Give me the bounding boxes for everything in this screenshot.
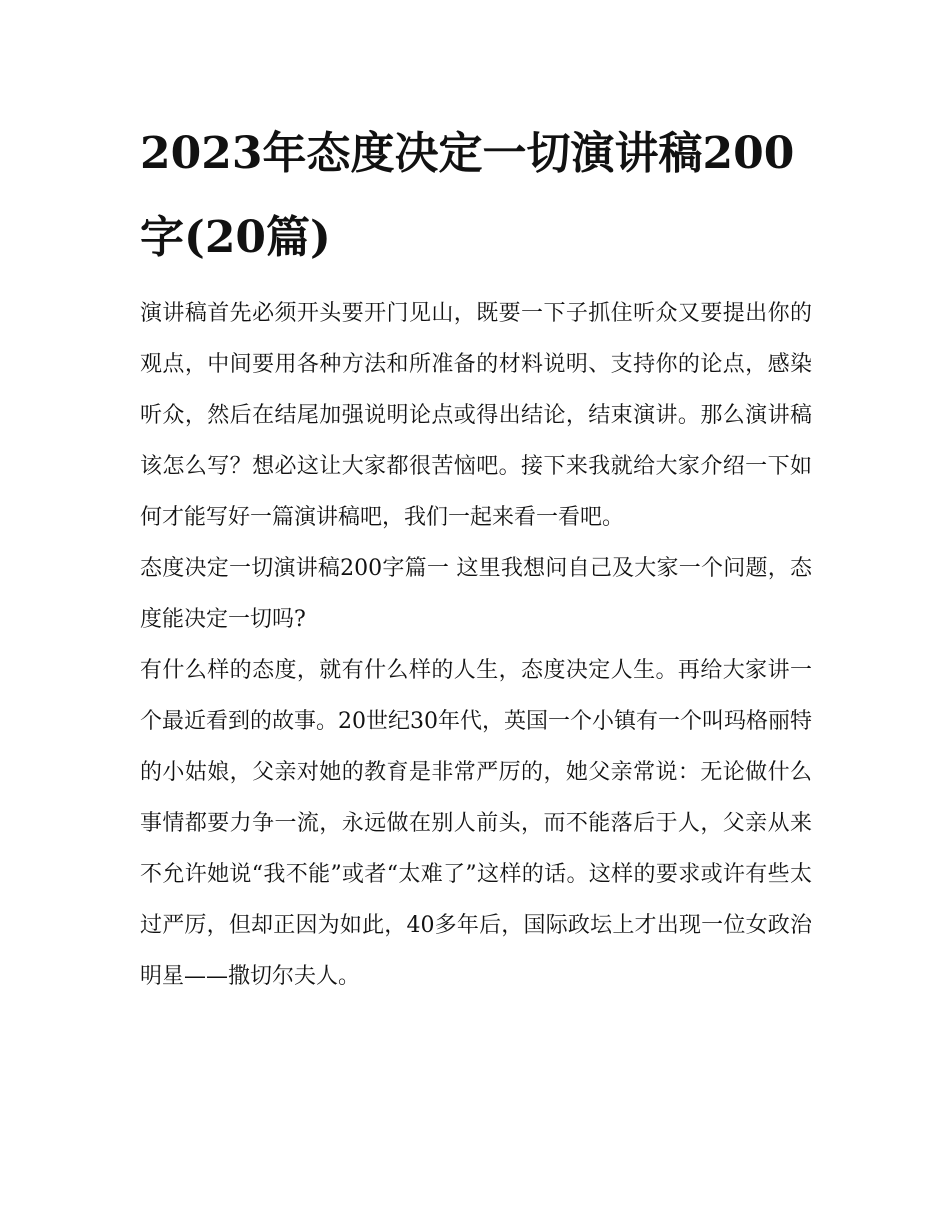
intro-paragraph: 演讲稿首先必须开头要开门见山，既要一下子抓住听众又要提出你的观点，中间要用各种方法和所准备的材料说明、支持你的论点，感染听众，然后在结尾加强说明论点或得出结论，结束演讲。那么演讲稿该怎么写？想必这让大家都很苦恼吧。接下来我就给大家介绍一下如何才能写好一篇演讲稿吧，我们一起来看一看吧。	[140, 301, 812, 530]
document-page	[140, 112, 812, 1002]
document-title: 2023年态度决定一切演讲稿200字(20篇)	[140, 128, 795, 263]
story-paragraph: 有什么样的态度，就有什么样的人生，态度决定人生。再给大家讲一个最近看到的故事。20世纪30年代，英国一个小镇有一个叫玛格丽特的小姑娘，父亲对她的教育是非常严厉的，她父亲常说：无论做什么事情都要力争一流，永远做在别人前头，而不能落后于人，父亲从来不允许她说“我不能”或者“太难了”这样的话。这样的要求或许有些太过严厉，但却正因为如此，40多年后，国际政坛上才出现一位女政治明星——撒切尔夫人。	[140, 658, 812, 989]
section-heading-paragraph: 态度决定一切演讲稿200字篇一 这里我想问自己及大家一个问题，态度能决定一切吗?	[140, 556, 812, 632]
